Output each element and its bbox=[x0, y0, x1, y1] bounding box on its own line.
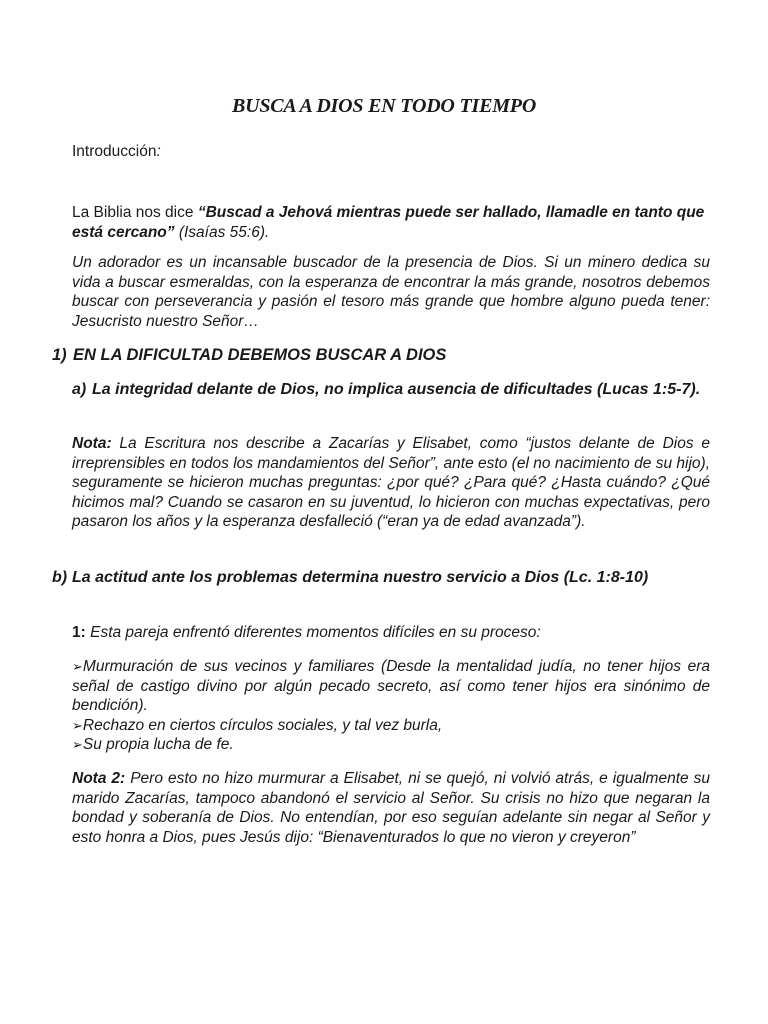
note-2-text: Pero esto no hizo murmurar a Elisabet, ni se quejó, ni volvió atrás, e igualmente su marido Zacarías, tampoco abandonó el servicio al Señor. Su crisis no hizo que negaran la bondad y soberanía de Dios. No entendían, por eso seguían adelante sin negar al Señor y esto honra a Dios, pues Jesús dijo: “Bienaventurados lo que no vieron y creyeron” bbox=[72, 770, 710, 846]
p1-ref: (Isaías 55:6). bbox=[174, 223, 270, 241]
subsection-b-text: La actitud ante los problemas determina nuestro servicio a Dios (Lc. 1:8-10) bbox=[72, 569, 649, 586]
intro-label: Introducción bbox=[72, 143, 157, 160]
section-1-text: EN LA DIFICULTAD DEBEMOS BUSCAR A DIOS bbox=[73, 346, 447, 364]
subsection-b-number: b) bbox=[52, 569, 68, 586]
point-1 bbox=[72, 623, 710, 643]
arrow-bullet-icon: ➢ bbox=[72, 717, 83, 733]
document-title: BUSCA A DIOS EN TODO TIEMPO bbox=[231, 95, 537, 117]
bullet-text: Su propia lucha de fe. bbox=[82, 736, 234, 753]
p1-lead: La Biblia nos dice bbox=[72, 204, 198, 221]
point-1-text: Esta pareja enfrentó diferentes momentos difíciles en su proceso: bbox=[85, 624, 541, 641]
arrow-bullet-icon: ➢ bbox=[72, 737, 83, 752]
point-1-label: 1: bbox=[72, 624, 86, 641]
section-1-number: 1) bbox=[52, 346, 67, 364]
subsection-a-heading bbox=[72, 380, 710, 400]
list-item bbox=[72, 716, 710, 736]
intro-heading bbox=[72, 142, 710, 162]
subsection-a-number: a) bbox=[72, 381, 87, 398]
section-1-heading bbox=[52, 345, 712, 365]
note-1-text: La Escritura nos describe a Zacarías y Elisabet, como “justos delante de Dios e irreprensibles en todos los mandamientos del Señor”, ante esto (el no nacimiento de su hijo), seguramente se hicieron muchas preguntas: ¿por qué? ¿Para qué? ¿Hasta cuándo? ¿Qué hicimos mal? Cuando se casaron en su juventud, lo hicieron con muchas expectativas, pero pasaron los años y la esperanza desfalleció (“eran ya de edad avanzada”). bbox=[72, 435, 710, 530]
note-1 bbox=[72, 434, 710, 532]
bullet-text: Rechazo en ciertos círculos sociales, y tal vez burla, bbox=[82, 716, 443, 734]
bullet-text: Murmuración de sus vecinos y familiares (Desde la mentalidad judía, no tener hijos era señal de castigo divino por algún pecado secreto, así como tener hijos era sinónimo de bendición). bbox=[72, 658, 710, 714]
list-item bbox=[72, 657, 710, 716]
p1-quote: “Buscad a Jehová mientras puede ser hallado, llamadle en tanto que está cercano” bbox=[72, 204, 705, 241]
paragraph-worshipper: Un adorador es un incansable buscador de la presencia de Dios. Si un minero dedica su vida a buscar esmeraldas, con la esperanza de encontrar la más grande, nosotros debemos buscar con perseverancia y pasión el tesoro más grande que hombre alguno pueda tener: Jesucristo nuestro Señor… bbox=[72, 254, 710, 330]
note-1-label: Nota: bbox=[72, 435, 112, 452]
note-2 bbox=[72, 769, 710, 847]
note-2-label: Nota 2: bbox=[72, 770, 126, 787]
intro-colon: : bbox=[156, 143, 161, 160]
subsection-b-heading bbox=[52, 568, 712, 588]
subsection-a-text: La integridad delante de Dios, no implica ausencia de dificultades (Lucas 1:5-7). bbox=[92, 381, 701, 398]
arrow-bullet-icon: ➢ bbox=[72, 659, 83, 674]
list-item bbox=[72, 735, 710, 755]
paragraph-bible-quote bbox=[72, 203, 710, 242]
bullet-list bbox=[72, 657, 710, 755]
